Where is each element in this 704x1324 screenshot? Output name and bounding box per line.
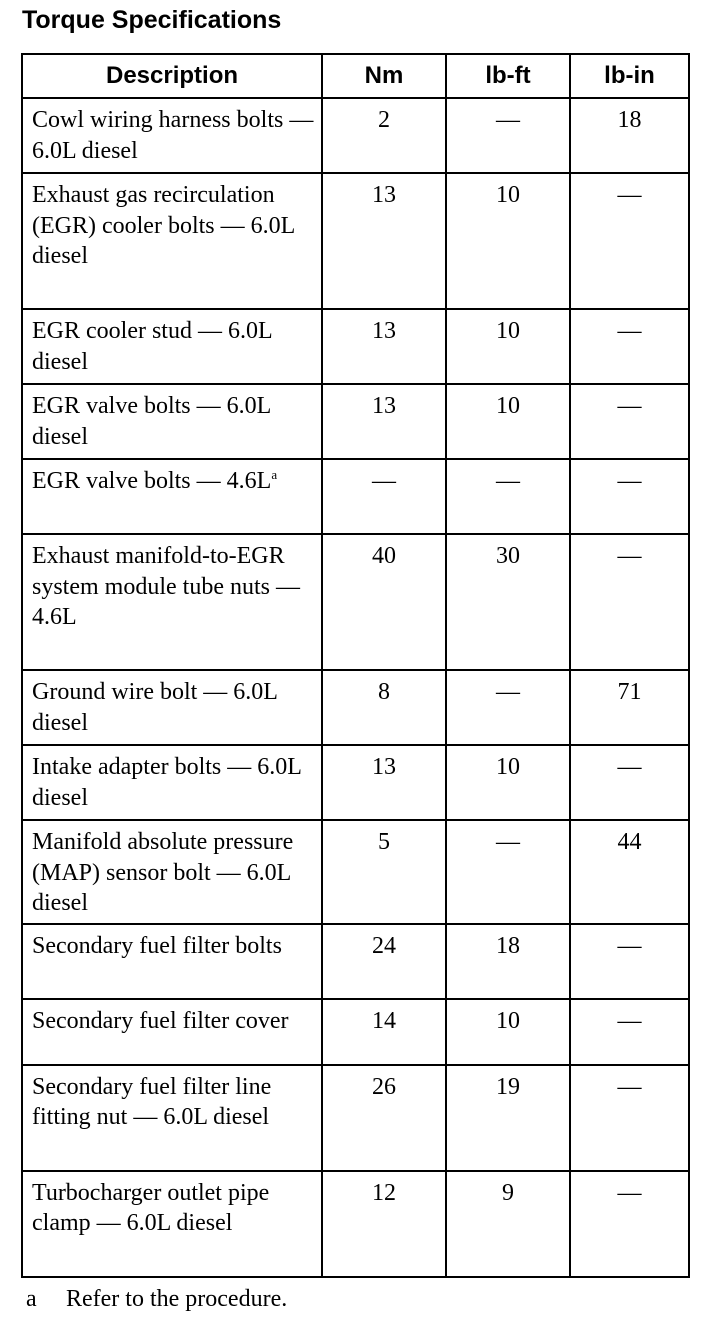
- footnote: [26, 1286, 287, 1313]
- row-lb-in: —: [570, 534, 689, 670]
- row-nm: 13: [322, 745, 446, 820]
- table-row: [22, 999, 689, 1065]
- row-lb-in: —: [570, 924, 689, 999]
- table-header-row: [22, 54, 689, 98]
- header-description: Description: [22, 54, 322, 98]
- row-nm: 2: [322, 98, 446, 173]
- row-lb-in: —: [570, 459, 689, 534]
- row-description: Secondary fuel filter cover: [22, 999, 322, 1065]
- table-row: [22, 173, 689, 309]
- row-lb-ft: 10: [446, 384, 570, 459]
- table-row: [22, 459, 689, 534]
- table-row: [22, 820, 689, 924]
- row-lb-in: 71: [570, 670, 689, 745]
- row-nm: 26: [322, 1065, 446, 1171]
- row-lb-ft: —: [446, 670, 570, 745]
- table-row: [22, 1171, 689, 1277]
- row-nm: 24: [322, 924, 446, 999]
- row-description: Intake adapter bolts — 6.0L diesel: [22, 745, 322, 820]
- row-lb-ft: —: [446, 98, 570, 173]
- header-nm: Nm: [322, 54, 446, 98]
- table-row: [22, 1065, 689, 1171]
- row-lb-ft: 10: [446, 745, 570, 820]
- row-lb-in: —: [570, 999, 689, 1065]
- row-lb-in: —: [570, 173, 689, 309]
- row-lb-in: —: [570, 1065, 689, 1171]
- row-lb-in: —: [570, 1171, 689, 1277]
- row-nm: 40: [322, 534, 446, 670]
- row-nm: 13: [322, 309, 446, 384]
- row-description: EGR cooler stud — 6.0L diesel: [22, 309, 322, 384]
- row-description: Secondary fuel filter line fitting nut — 6.0L diesel: [22, 1065, 322, 1171]
- row-lb-ft: 10: [446, 309, 570, 384]
- row-nm: 14: [322, 999, 446, 1065]
- row-nm: 12: [322, 1171, 446, 1277]
- torque-specifications-table: [21, 53, 690, 1278]
- header-lb-in: lb-in: [570, 54, 689, 98]
- row-description: EGR valve bolts — 4.6L$^a$: [22, 459, 322, 534]
- table-row: [22, 745, 689, 820]
- row-nm: 8: [322, 670, 446, 745]
- footnote-marker: a: [271, 467, 278, 482]
- row-lb-ft: 30: [446, 534, 570, 670]
- table-row: [22, 98, 689, 173]
- table-row: [22, 924, 689, 999]
- table-row: [22, 384, 689, 459]
- row-nm: 5: [322, 820, 446, 924]
- row-description: Manifold absolute pressure (MAP) sensor bolt — 6.0L diesel: [22, 820, 322, 924]
- row-lb-ft: 10: [446, 173, 570, 309]
- row-description: Exhaust manifold-to-EGR system module tube nuts — 4.6L: [22, 534, 322, 670]
- row-lb-ft: —: [446, 820, 570, 924]
- row-lb-ft: 9: [446, 1171, 570, 1277]
- page-title: Torque Specifications: [22, 6, 282, 34]
- row-lb-in: —: [570, 309, 689, 384]
- row-description: Cowl wiring harness bolts — 6.0L diesel: [22, 98, 322, 173]
- row-nm: 13: [322, 384, 446, 459]
- row-lb-in: 44: [570, 820, 689, 924]
- row-lb-ft: 19: [446, 1065, 570, 1171]
- row-description: Ground wire bolt — 6.0L diesel: [22, 670, 322, 745]
- row-description: Exhaust gas recirculation (EGR) cooler bolts — 6.0L diesel: [22, 173, 322, 309]
- row-lb-ft: —: [446, 459, 570, 534]
- footnote-text: Refer to the procedure.: [66, 1286, 288, 1312]
- row-lb-in: 18: [570, 98, 689, 173]
- row-lb-in: —: [570, 745, 689, 820]
- table-row: [22, 534, 689, 670]
- row-lb-ft: 18: [446, 924, 570, 999]
- footnote-mark: a: [26, 1286, 37, 1312]
- row-description: Secondary fuel filter bolts: [22, 924, 322, 999]
- header-lb-ft: lb-ft: [446, 54, 570, 98]
- row-lb-in: —: [570, 384, 689, 459]
- row-description: EGR valve bolts — 6.0L diesel: [22, 384, 322, 459]
- table-row: [22, 670, 689, 745]
- table-row: [22, 309, 689, 384]
- row-description: Turbocharger outlet pipe clamp — 6.0L diesel: [22, 1171, 322, 1277]
- row-nm: —: [322, 459, 446, 534]
- row-lb-ft: 10: [446, 999, 570, 1065]
- row-nm: 13: [322, 173, 446, 309]
